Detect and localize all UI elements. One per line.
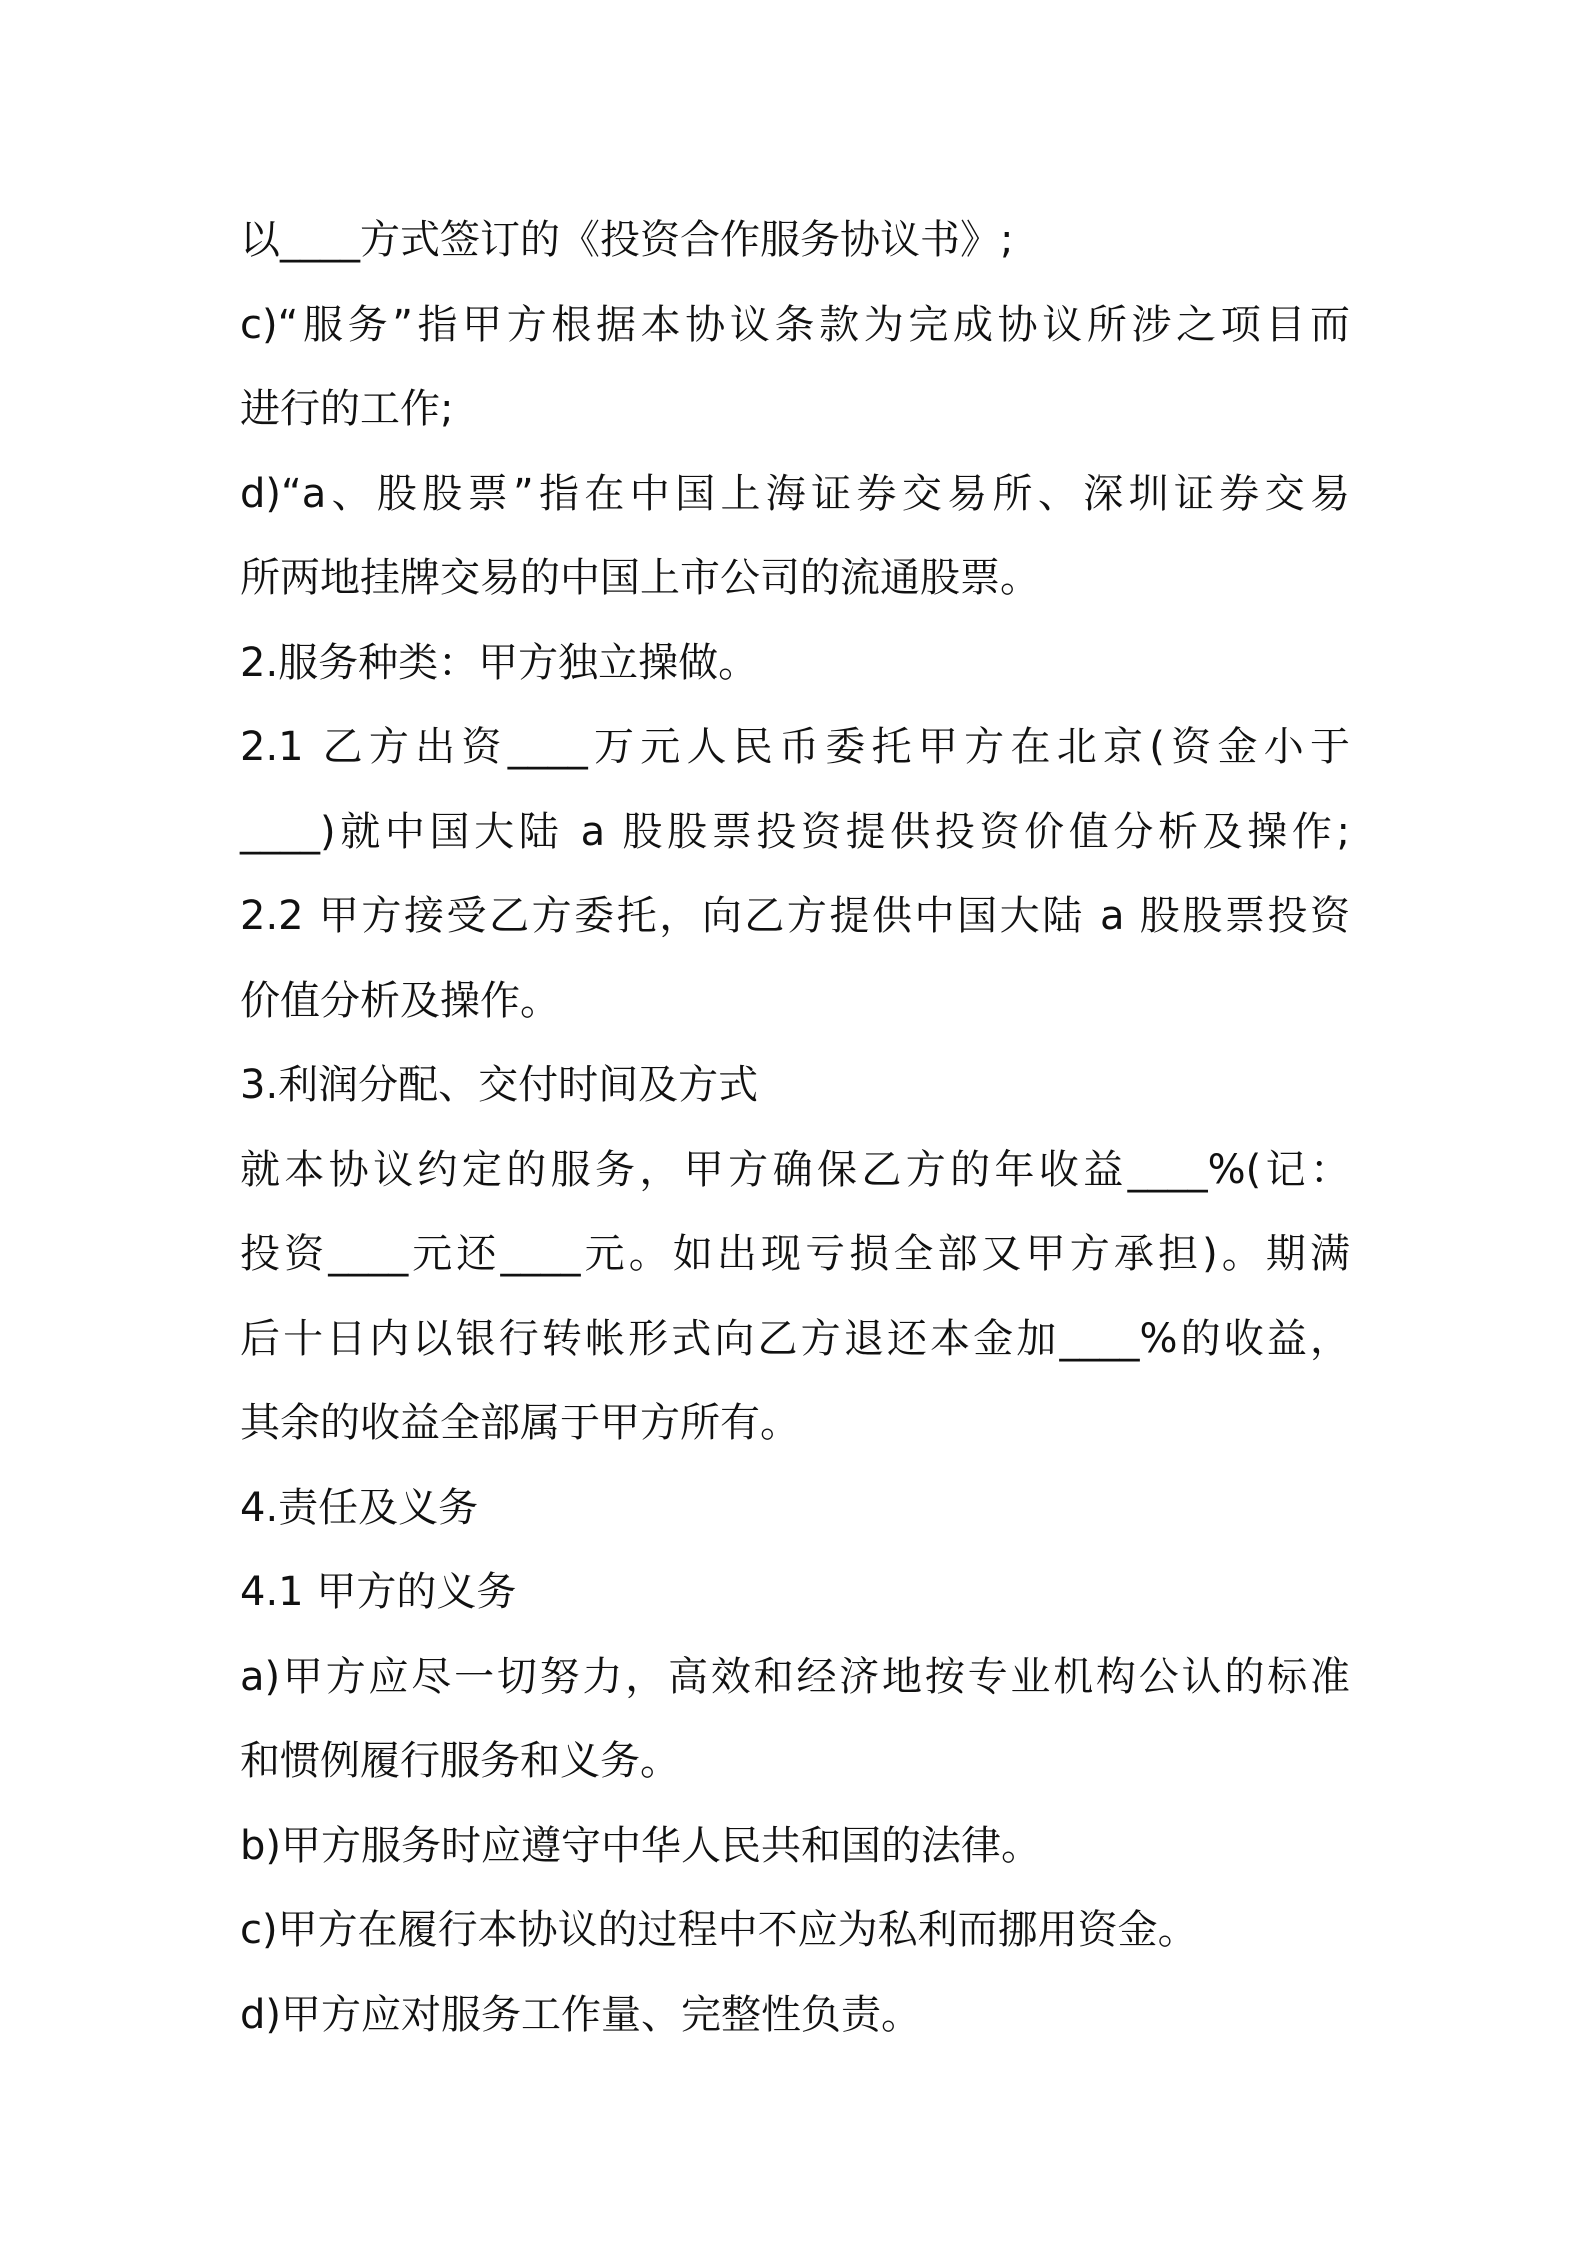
text-line-4: d)“a、股股票”指在中国上海证券交易所、深圳证券交易 [240,470,1350,517]
text-line-19: 和惯例履行服务和义务。 [240,1738,680,1784]
section-heading-4: 4.责任及义务 [240,1484,479,1531]
text-line-9: 2.2 甲方接受乙方委托，向乙方提供中国大陆 a 股股票投资 [240,893,1350,939]
text-line-22: d)甲方应对服务工作量、完整性负责。 [240,1991,921,2038]
section-heading-2: 2.服务种类：甲方独立操做。 [240,639,759,686]
section-heading-3: 3.利润分配、交付时间及方式 [240,1062,759,1108]
text-line-15: 其余的收益全部属于甲方所有。 [240,1400,800,1446]
text-line-21: c)甲方在履行本协议的过程中不应为私利而挪用资金。 [240,1907,1198,1953]
text-line-3: 进行的工作; [240,386,454,432]
text-line-1: 以____方式签订的《投资合作服务协议书》; [240,217,1014,263]
text-line-13: 投资____元还____元。如出现亏损全部又甲方承担)。期满 [240,1231,1350,1277]
subsection-heading-4-1: 4.1 甲方的义务 [240,1569,517,1615]
document-body [240,198,1360,2057]
text-line-7: 2.1 乙方出资____万元人民币委托甲方在北京(资金小于 [240,724,1350,770]
text-line-8: ____)就中国大陆 a 股股票投资提供投资价值分析及操作; [240,808,1350,855]
text-line-14: 后十日内以银行转帐形式向乙方退还本金加____%的收益， [240,1315,1350,1362]
text-line-18: a)甲方应尽一切努力，高效和经济地按专业机构公认的标准 [240,1653,1350,1700]
text-line-2: c)“服务”指甲方根据本协议条款为完成协议所涉之项目而 [240,301,1350,348]
text-line-10: 价值分析及操作。 [240,977,560,1024]
text-line-20: b)甲方服务时应遵守中华人民共和国的法律。 [240,1822,1041,1869]
text-line-5: 所两地挂牌交易的中国上市公司的流通股票。 [240,555,1040,601]
text-line-12: 就本协议约定的服务，甲方确保乙方的年收益____%(记： [240,1146,1350,1193]
